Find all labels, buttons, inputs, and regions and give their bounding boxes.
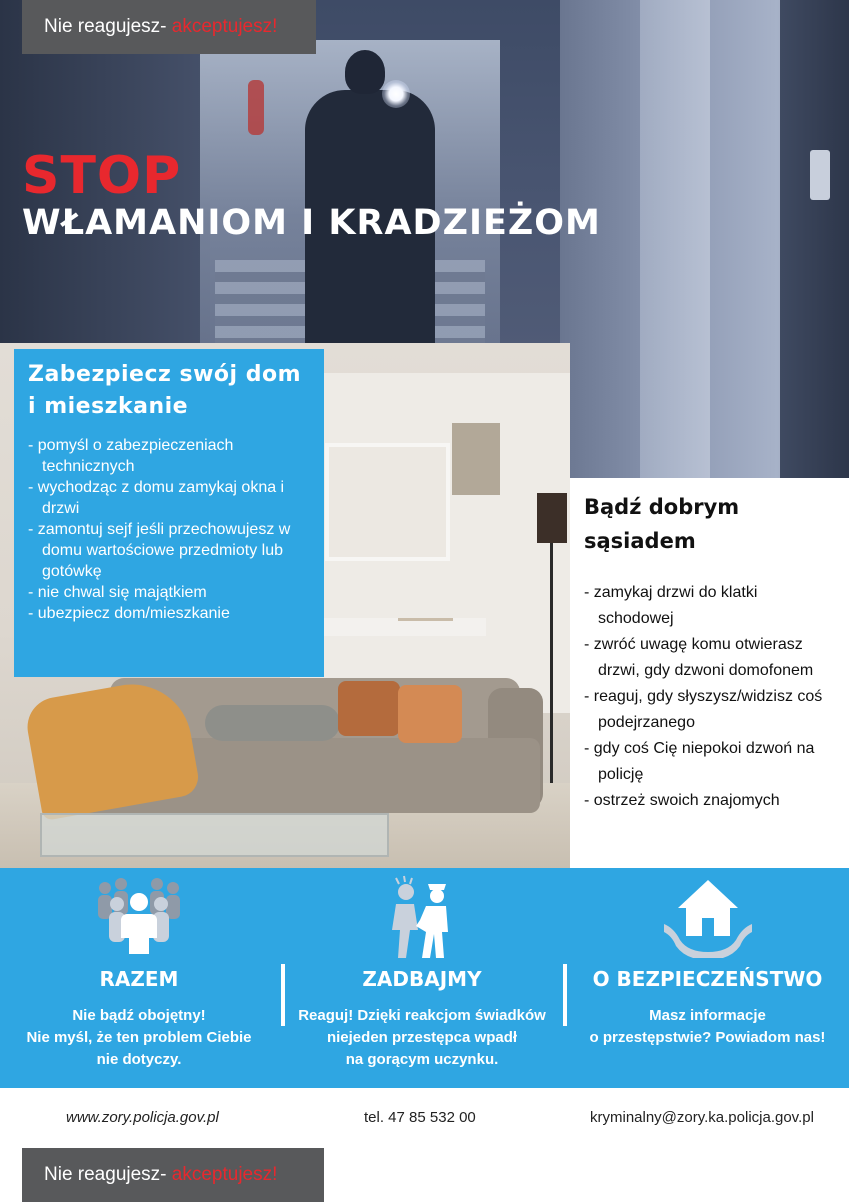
column-razem-line1: Nie bądź obojętny! xyxy=(72,1007,206,1024)
good-neighbor-heading-line1: Bądź dobrym xyxy=(584,495,740,519)
list-item: - reaguj, gdy słyszysz/widzisz coś podejrzanego xyxy=(584,684,837,736)
slogan-red: akceptujesz! xyxy=(171,1164,278,1185)
list-item: - wychodząc z domu zamykaj okna i drzwi xyxy=(28,477,310,519)
sofa-pillow-orange xyxy=(398,685,462,743)
column-razem-text xyxy=(0,1005,278,1071)
list-item: - pomyśl o zabezpieczeniach technicznych xyxy=(28,435,310,477)
door-handle xyxy=(810,150,830,200)
website-link[interactable]: www.zory.policja.gov.pl xyxy=(66,1109,219,1126)
floor-lamp-pole xyxy=(550,543,553,793)
list-item: - zwróć uwagę komu otwierasz drzwi, gdy dzwoni domofonem xyxy=(584,632,837,684)
column-razem-line3: nie dotyczy. xyxy=(96,1051,182,1068)
good-neighbor-heading-line2: sąsiadem xyxy=(584,529,696,553)
good-neighbor-list xyxy=(584,580,837,814)
burglar-head xyxy=(345,50,385,94)
room-shelf xyxy=(325,443,450,561)
column-bezpieczenstwo-line1: Masz informacje xyxy=(649,1007,766,1024)
secure-home-list xyxy=(28,435,310,624)
list-item: - zamykaj drzwi do klatki schodowej xyxy=(584,580,837,632)
column-zadbajmy-line2: niejeden przestępca wpadł xyxy=(326,1029,518,1046)
sofa-pillow-brown xyxy=(338,681,400,736)
secure-home-panel xyxy=(14,349,324,677)
contact-footer xyxy=(0,1088,849,1148)
good-neighbor-heading xyxy=(584,490,837,558)
list-item: - zamontuj sejf jeśli przechowujesz w domu wartościowe przedmioty lub gotówkę xyxy=(28,519,310,582)
slogan-black: Nie reagujesz- xyxy=(44,16,167,37)
floor-lamp-shade xyxy=(537,493,567,543)
sofa-pillow-gray xyxy=(205,705,340,741)
column-bezpieczenstwo-heading: O BEZPIECZEŃSTWO xyxy=(592,967,823,991)
police-arrest-icon xyxy=(382,874,462,958)
hero-door xyxy=(640,0,710,480)
column-bezpieczenstwo-line2: o przestępstwie? Powiadom nas! xyxy=(589,1029,826,1046)
column-zadbajmy xyxy=(283,868,561,1088)
slogan-black: Nie reagujesz- xyxy=(44,1164,167,1185)
list-item: - nie chwal się majątkiem xyxy=(28,582,310,603)
room-shelf-panel xyxy=(452,423,500,495)
title-stop: STOP xyxy=(22,146,182,206)
column-razem-line2: Nie myśl, że ten problem Ciebie xyxy=(26,1029,252,1046)
fire-extinguisher xyxy=(248,80,264,135)
secure-home-heading xyxy=(28,359,310,423)
page-title: WŁAMANIOM I KRADZIEŻOM xyxy=(22,203,601,243)
email-link[interactable]: kryminalny@zory.ka.policja.gov.pl xyxy=(590,1109,814,1126)
good-neighbor-panel xyxy=(570,478,849,868)
column-bezpieczenstwo xyxy=(566,868,849,1088)
campaign-band xyxy=(0,868,849,1088)
secure-home-heading-line2: i mieszkanie xyxy=(28,394,189,419)
column-razem xyxy=(0,868,278,1088)
list-item: - ubezpiecz dom/mieszkanie xyxy=(28,603,310,624)
deer-figurine xyxy=(398,578,453,621)
slogan-tag-bottom xyxy=(22,1148,324,1202)
column-zadbajmy-line3: na gorącym uczynku. xyxy=(345,1051,499,1068)
hero-door-dark xyxy=(780,0,849,480)
column-razem-heading: RAZEM xyxy=(99,967,179,991)
phone-number: tel. 47 85 532 00 xyxy=(364,1109,476,1126)
slogan-tag-top xyxy=(22,0,316,54)
group-people-icon xyxy=(91,874,187,958)
slogan-red: akceptujesz! xyxy=(171,16,278,37)
list-item: - ostrzeż swoich znajomych xyxy=(584,788,837,814)
column-zadbajmy-heading: ZADBAJMY xyxy=(362,967,482,991)
column-zadbajmy-line1: Reaguj! Dzięki reakcjom świadków xyxy=(298,1007,546,1024)
flashlight-glow xyxy=(382,80,410,108)
column-bezpieczenstwo-text xyxy=(566,1005,849,1049)
list-item: - gdy coś Cię niepokoi dzwoń na policję xyxy=(584,736,837,788)
column-zadbajmy-text xyxy=(283,1005,561,1071)
house-hands-icon xyxy=(660,874,756,958)
coffee-table xyxy=(40,813,389,857)
secure-home-heading-line1: Zabezpiecz swój dom xyxy=(28,362,302,387)
